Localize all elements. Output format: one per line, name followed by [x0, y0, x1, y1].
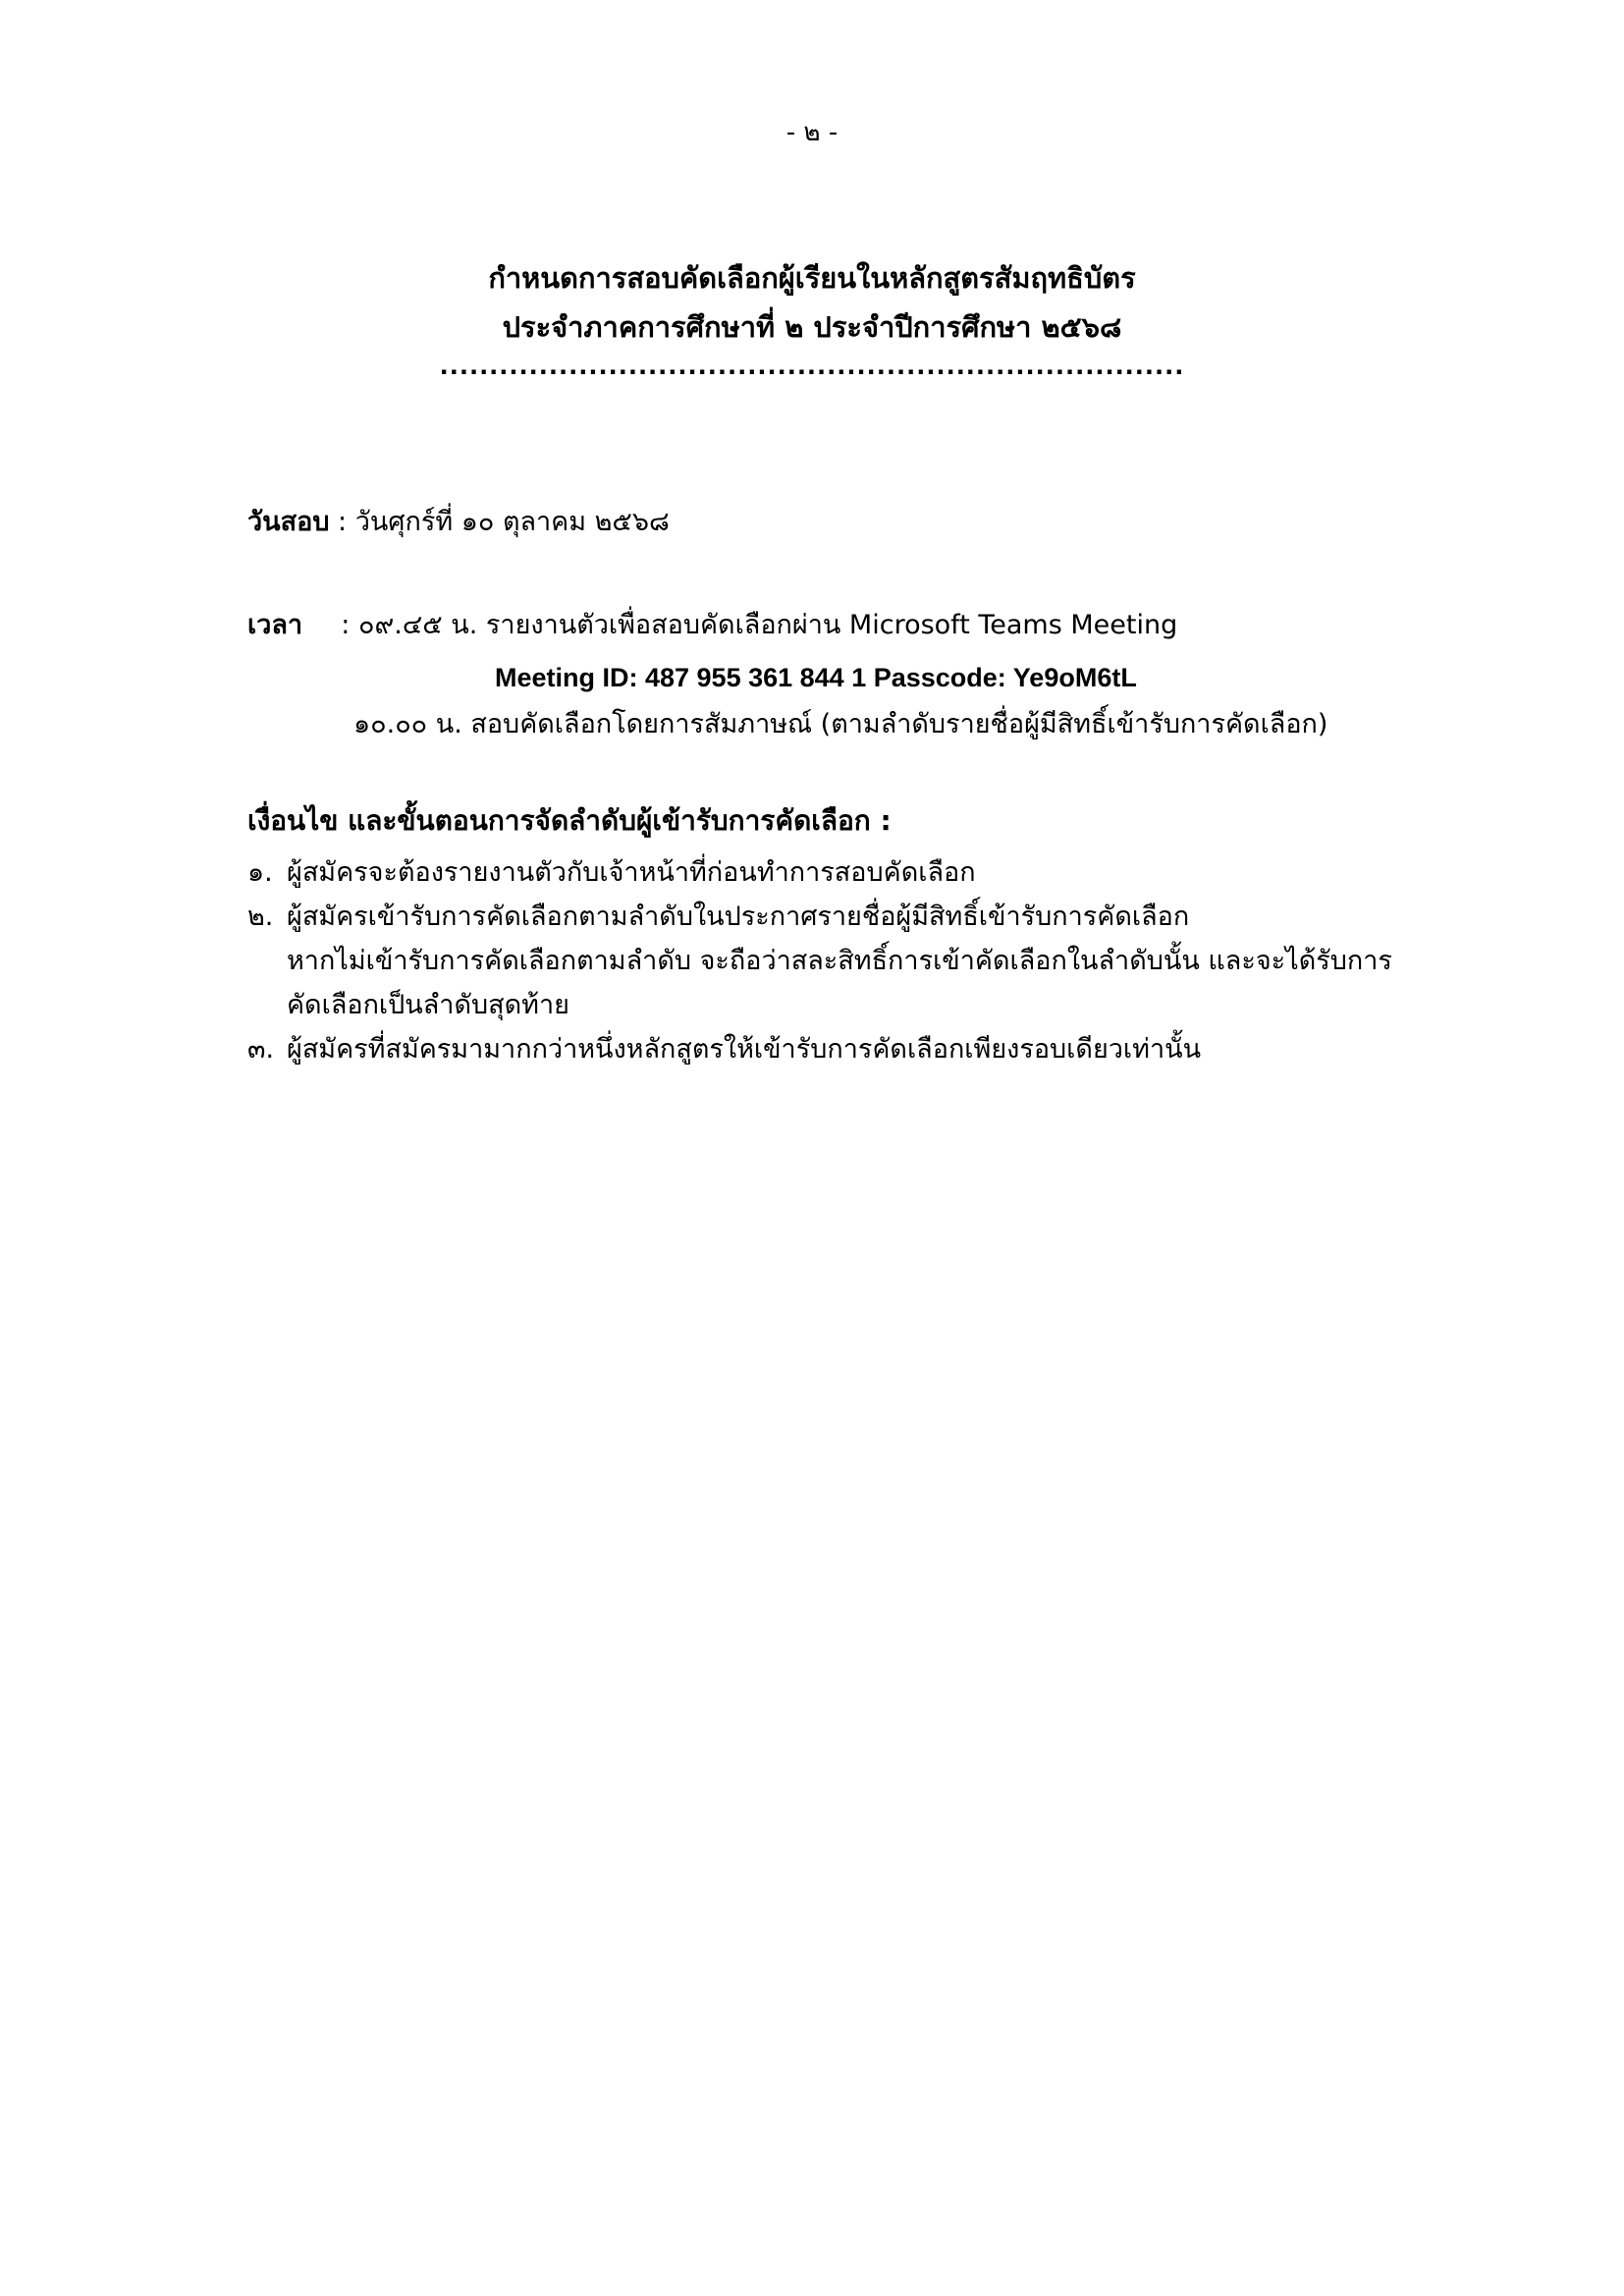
exam-date-label: วันสอบ: [247, 507, 330, 537]
condition-item: [247, 850, 1475, 895]
page-number: - ๒ -: [785, 118, 839, 147]
condition-item: [247, 895, 1475, 1027]
condition-number: ๑.: [247, 857, 273, 888]
schedule-item-1: ๐๙.๔๕ น. รายงานตัวเพื่อสอบคัดเลือกผ่าน Microsoft Teams Meeting: [358, 610, 1178, 640]
title-line-1: กำหนดการสอบคัดเลือกผู้เรียนในหลักสูตรสัมฤทธิบัตร: [488, 261, 1136, 295]
schedule-row-1: [247, 606, 1177, 645]
condition-text: หากไม่เข้ารับการคัดเลือกตามลำดับ จะถือว่าสละสิทธิ์การเข้าคัดเลือกในลำดับนั้น และจะได้รับการ: [287, 946, 1392, 976]
schedule-item-2: ๑๐.๐๐ น. สอบคัดเลือกโดยการสัมภาษณ์ (ตามลำดับรายชื่อผู้มีสิทธิ์เข้ารับการคัดเลือก): [353, 709, 1328, 739]
exam-date-separator: :: [338, 507, 348, 537]
condition-number: ๓.: [247, 1034, 275, 1065]
exam-date-row: [247, 503, 670, 542]
conditions-heading: เงื่อนไข และขั้นตอนการจัดลำดับผู้เข้ารับการคัดเลือก :: [247, 804, 892, 837]
condition-text: ผู้สมัครที่สมัครมามากกว่าหนึ่งหลักสูตรให้เข้ารับการคัดเลือกเพียงรอบเดียวเท่านั้น: [287, 1034, 1202, 1065]
dotted-divider: ...........................................................................: [439, 353, 1185, 380]
condition-text: คัดเลือกเป็นลำดับสุดท้าย: [287, 990, 569, 1020]
conditions-list: [247, 850, 1475, 1071]
condition-item: [247, 1027, 1475, 1071]
condition-text: ผู้สมัครจะต้องรายงานตัวกับเจ้าหน้าที่ก่อนทำการสอบคัดเลือก: [287, 857, 976, 888]
condition-number: ๒.: [247, 902, 274, 932]
meeting-info: Meeting ID: 487 955 361 844 1 Passcode: Ye9oM6tL: [495, 663, 1137, 692]
condition-text: ผู้สมัครเข้ารับการคัดเลือกตามลำดับในประกาศรายชื่อผู้มีสิทธิ์เข้ารับการคัดเลือก: [287, 902, 1190, 932]
document-title: [0, 253, 1624, 381]
exam-date-value: วันศุกร์ที่ ๑๐ ตุลาคม ๒๕๖๘: [354, 507, 670, 537]
schedule-separator: :: [341, 610, 351, 640]
title-line-2: ประจำภาคการศึกษาที่ ๒ ประจำปีการศึกษา ๒๕๖๘: [502, 310, 1122, 344]
schedule-label: เวลา: [247, 610, 303, 640]
